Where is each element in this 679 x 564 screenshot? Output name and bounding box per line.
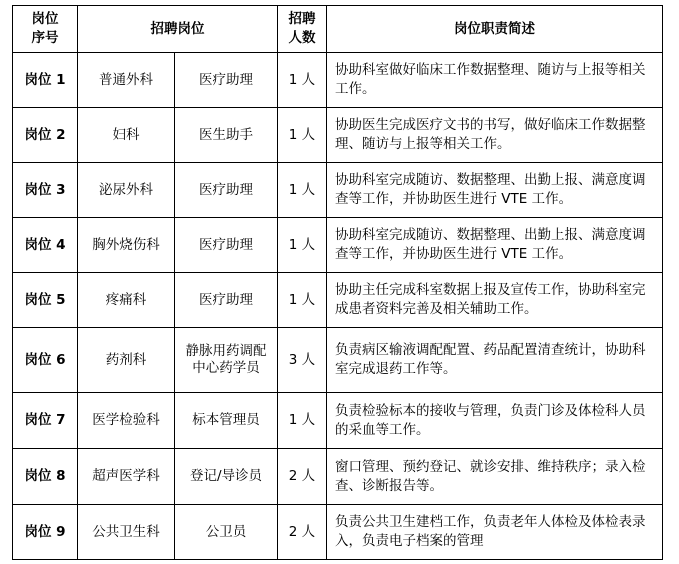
table-row	[13, 53, 663, 108]
recruitment-table-container	[12, 5, 662, 560]
header-count-line1: 招聘	[288, 11, 316, 27]
row-position-text: 医疗助理	[199, 291, 253, 308]
row-position	[175, 273, 278, 328]
row-seq: 岗位 9	[13, 505, 78, 560]
row-dept: 泌尿外科	[78, 163, 175, 218]
row-position-text: 医生助手	[199, 126, 253, 143]
header-seq-line2: 序号	[31, 30, 59, 46]
row-position	[175, 328, 278, 393]
row-dept: 超声医学科	[78, 449, 175, 505]
row-count: 3 人	[278, 328, 327, 393]
row-duty-text: 负责病区输液调配配置、药品配置清查统计，协助科室完成退药工作等。	[335, 342, 646, 377]
row-duty	[327, 108, 663, 163]
row-seq: 岗位 3	[13, 163, 78, 218]
header-duty: 岗位职责简述	[327, 6, 663, 53]
table-row	[13, 163, 663, 218]
header-seq-line1: 岗位	[31, 11, 59, 27]
table-row	[13, 505, 663, 560]
row-seq: 岗位 5	[13, 273, 78, 328]
row-seq: 岗位 1	[13, 53, 78, 108]
row-count: 1 人	[278, 218, 327, 273]
row-duty-text: 协助科室完成随访、数据整理、出勤上报、满意度调查等工作，并协助医生进行 VTE 工作。	[335, 227, 646, 262]
row-count: 1 人	[278, 273, 327, 328]
row-count: 1 人	[278, 393, 327, 449]
row-duty-text: 协助科室做好临床工作数据整理、随访与上报等相关工作。	[335, 62, 646, 97]
table-row	[13, 328, 663, 393]
row-position	[175, 218, 278, 273]
table-row	[13, 449, 663, 505]
row-duty	[327, 218, 663, 273]
table-row	[13, 108, 663, 163]
row-position-text: 医疗助理	[199, 236, 253, 253]
table-row	[13, 393, 663, 449]
row-dept: 药剂科	[78, 328, 175, 393]
row-dept: 普通外科	[78, 53, 175, 108]
row-dept: 胸外烧伤科	[78, 218, 175, 273]
header-seq	[13, 6, 78, 53]
row-duty-text: 负责公共卫生建档工作，负责老年人体检及体检表录入，负责电子档案的管理	[335, 514, 646, 549]
row-seq: 岗位 2	[13, 108, 78, 163]
row-count: 1 人	[278, 53, 327, 108]
row-count: 2 人	[278, 449, 327, 505]
header-count	[278, 6, 327, 53]
row-seq: 岗位 7	[13, 393, 78, 449]
row-duty-text: 协助科室完成随访、数据整理、出勤上报、满意度调查等工作，并协助医生进行 VTE 工作。	[335, 172, 646, 207]
row-duty	[327, 328, 663, 393]
row-position	[175, 505, 278, 560]
row-dept: 妇科	[78, 108, 175, 163]
row-duty-text: 窗口管理、预约登记、就诊安排、维持秩序；录入检查、诊断报告等。	[335, 458, 646, 494]
row-position-text: 医疗助理	[199, 181, 253, 198]
row-position-text: 静脉用药调配中心药学员	[185, 342, 267, 376]
row-seq: 岗位 8	[13, 449, 78, 505]
row-dept: 医学检验科	[78, 393, 175, 449]
row-seq: 岗位 6	[13, 328, 78, 393]
row-duty	[327, 449, 663, 505]
row-duty-text: 负责检验标本的接收与管理，负责门诊及体检科人员的采血等工作。	[335, 402, 646, 438]
row-count: 1 人	[278, 163, 327, 218]
table-row	[13, 273, 663, 328]
row-duty-text: 协助主任完成科室数据上报及宣传工作，协助科室完成患者资料完善及相关辅助工作。	[335, 282, 646, 317]
row-duty-text: 协助医生完成医疗文书的书写，做好临床工作数据整理、随访与上报等相关工作。	[335, 117, 646, 152]
row-dept: 疼痛科	[78, 273, 175, 328]
header-position: 招聘岗位	[78, 6, 278, 53]
row-duty	[327, 273, 663, 328]
row-dept: 公共卫生科	[78, 505, 175, 560]
row-duty	[327, 53, 663, 108]
row-position-text: 标本管理员	[192, 412, 260, 428]
table-row	[13, 218, 663, 273]
row-count: 1 人	[278, 108, 327, 163]
header-count-line2: 人数	[288, 30, 316, 46]
row-duty	[327, 163, 663, 218]
row-position	[175, 53, 278, 108]
row-duty	[327, 505, 663, 560]
row-position-text: 登记/导诊员	[189, 468, 263, 484]
row-position-text: 公卫员	[205, 523, 247, 540]
row-position	[175, 449, 278, 505]
recruitment-table	[12, 5, 663, 560]
row-duty	[327, 393, 663, 449]
row-seq: 岗位 4	[13, 218, 78, 273]
row-position	[175, 108, 278, 163]
table-header-row	[13, 6, 663, 53]
row-position	[175, 163, 278, 218]
row-position	[175, 393, 278, 449]
row-count: 2 人	[278, 505, 327, 560]
row-position-text: 医疗助理	[199, 71, 253, 88]
